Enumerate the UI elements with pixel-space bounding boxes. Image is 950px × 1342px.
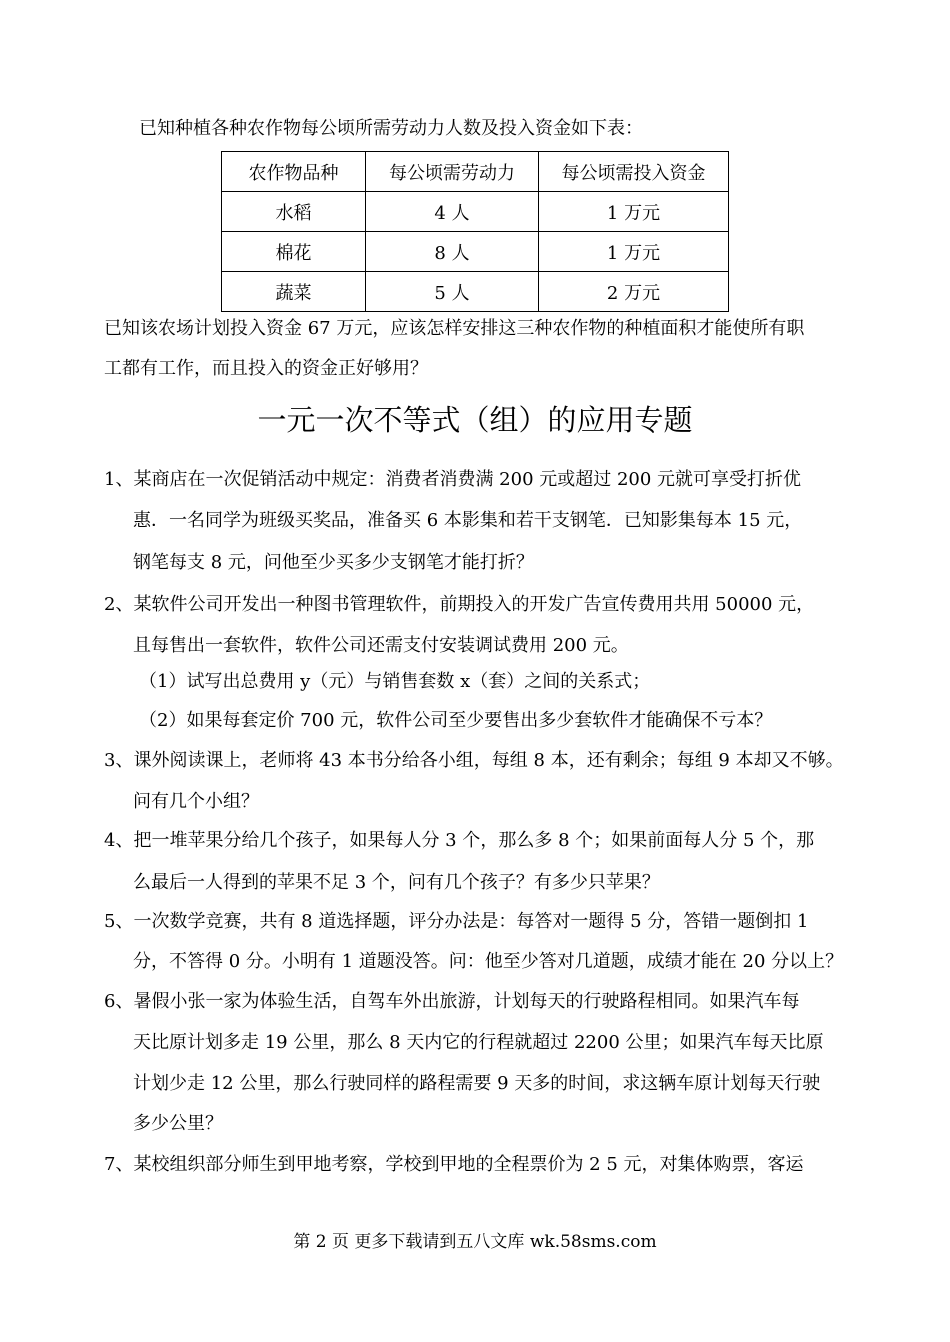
problem-line: 且每售出一套软件，软件公司还需支付安装调试费用 200 元。 xyxy=(133,635,629,656)
problem-line: 钢笔每支 8 元，问他至少买多少支钢笔才能打折？ xyxy=(133,552,534,573)
table-cell: 2 万元 xyxy=(539,272,729,312)
table-row xyxy=(222,192,729,232)
question-line: 工都有工作，而且投入的资金正好够用？ xyxy=(104,358,428,379)
table-cell: 1 万元 xyxy=(539,192,729,232)
problem-line: （2）如果每套定价 700 元，软件公司至少要售出多少套软件才能确保不亏本？ xyxy=(139,710,773,731)
table-cell: 水稻 xyxy=(222,192,366,232)
table-cell: 棉花 xyxy=(222,232,366,272)
problem-line: 么最后一人得到的苹果不足 3 个，问有几个孩子？有多少只苹果？ xyxy=(133,872,660,893)
table-cell: 4 人 xyxy=(366,192,539,232)
problem-line: 天比原计划多走 19 公里，那么 8 天内它的行程就超过 2200 公里；如果汽车每天比原 xyxy=(133,1032,824,1053)
problem-line: 2、某软件公司开发出一种图书管理软件，前期投入的开发广告宣传费用共用 50000 元， xyxy=(104,594,815,615)
problem-line: 多少公里？ xyxy=(133,1113,223,1134)
page-footer: 第 2 页 更多下载请到五八文库 wk.58sms.com xyxy=(293,1232,657,1252)
table-cell: 8 人 xyxy=(366,232,539,272)
table-cell: 5 人 xyxy=(366,272,539,312)
table-row xyxy=(222,232,729,272)
table-header-cell: 农作物品种 xyxy=(222,152,366,192)
problem-line: 分，不答得 0 分。小明有 1 道题没答。问：他至少答对几道题，成绩才能在 20 分以上？ xyxy=(133,951,844,972)
problem-line: 4、把一堆苹果分给几个孩子，如果每人分 3 个，那么多 8 个；如果前面每人分 5 个，那 xyxy=(104,830,815,851)
intro-text: 已知种植各种农作物每公顷所需劳动力人数及投入资金如下表： xyxy=(139,118,643,139)
table-header-row xyxy=(222,152,729,192)
section-title: 一元一次不等式（组）的应用专题 xyxy=(257,403,693,437)
question-line: 已知该农场计划投入资金 67 万元，应该怎样安排这三种农作物的种植面积才能使所有职 xyxy=(104,318,805,339)
problem-line: 问有几个小组？ xyxy=(133,791,259,812)
problem-line: 5、一次数学竞赛，共有 8 道选择题，评分办法是：每答对一题得 5 分，答错一题倒扣 1 xyxy=(104,911,809,932)
crop-requirements-table xyxy=(221,151,729,312)
table-header-cell: 每公顷需投入资金 xyxy=(539,152,729,192)
problem-line: 惠．一名同学为班级买奖品，准备买 6 本影集和若干支钢笔．已知影集每本 15 元， xyxy=(133,510,803,531)
table-cell: 蔬菜 xyxy=(222,272,366,312)
problem-line: 计划少走 12 公里，那么行驶同样的路程需要 9 天多的时间，求这辆车原计划每天行驶 xyxy=(133,1073,821,1094)
problem-line: 6、暑假小张一家为体验生活，自驾车外出旅游，计划每天的行驶路程相同。如果汽车每 xyxy=(104,991,800,1012)
table-row xyxy=(222,272,729,312)
problem-line: （1）试写出总费用 y（元）与销售套数 x（套）之间的关系式； xyxy=(139,671,651,692)
problem-line: 1、某商店在一次促销活动中规定：消费者消费满 200 元或超过 200 元就可享受打折优 xyxy=(104,469,802,490)
problem-line: 7、某校组织部分师生到甲地考察，学校到甲地的全程票价为 2 5 元，对集体购票，客运 xyxy=(104,1154,804,1175)
problem-line: 3、课外阅读课上，老师将 43 本书分给各小组，每组 8 本，还有剩余；每组 9 本却又不够。 xyxy=(104,750,844,771)
table-cell: 1 万元 xyxy=(539,232,729,272)
table-header-cell: 每公顷需劳动力 xyxy=(366,152,539,192)
